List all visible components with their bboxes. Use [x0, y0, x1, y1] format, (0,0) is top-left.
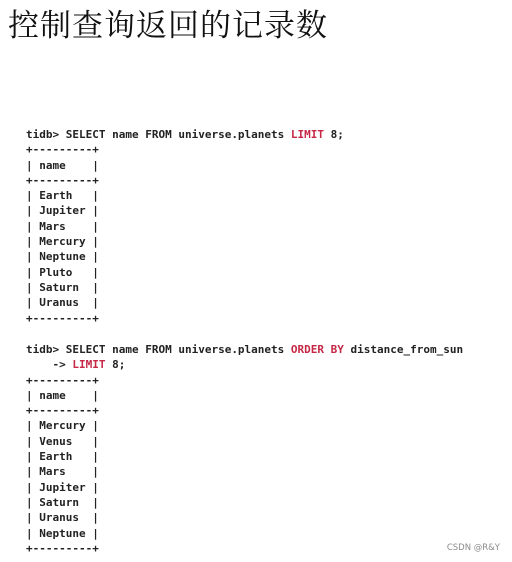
table-row: | Jupiter |	[26, 204, 99, 218]
sql-text: SELECT name FROM universe.planets	[65, 343, 291, 356]
table-row: | Pluto |	[26, 265, 99, 279]
table-border-mid: +---------+	[26, 404, 99, 418]
table-border-top: +---------+	[26, 373, 99, 387]
table-row: | Neptune |	[26, 250, 99, 264]
sql-text: 8;	[324, 128, 344, 141]
table-row: | Saturn |	[26, 280, 99, 294]
table-row: | Earth |	[26, 189, 99, 203]
sql-keyword: LIMIT	[72, 358, 106, 372]
table-border-bottom: +---------+	[26, 311, 99, 325]
table-row: | Mars |	[26, 465, 99, 479]
sql-text: distance_from_sun	[343, 343, 464, 356]
table-row: | Earth |	[26, 450, 99, 464]
table-row: | Venus |	[26, 434, 99, 448]
query-1-command	[26, 127, 344, 142]
table-row: | Uranus |	[26, 511, 99, 525]
table-border-mid: +---------+	[26, 173, 99, 187]
sql-keyword: ORDER BY	[290, 343, 344, 356]
table-border-top: +---------+	[26, 143, 99, 157]
sql-text: 8;	[105, 358, 126, 372]
table-header: | name |	[26, 388, 99, 402]
table-row: | Saturn |	[26, 495, 99, 509]
table-row: | Mercury |	[26, 235, 99, 249]
page-title: 控制查询返回的记录数	[8, 8, 328, 44]
continuation-prompt: ->	[26, 358, 73, 372]
prompt: tidb>	[26, 343, 66, 356]
sql-text: SELECT name FROM universe.planets	[65, 128, 291, 141]
table-border-bottom: +---------+	[26, 541, 99, 555]
query-1-output	[26, 127, 344, 326]
table-row: | Mercury |	[26, 419, 99, 433]
table-row: | Uranus |	[26, 296, 99, 310]
prompt: tidb>	[26, 128, 66, 141]
table-header: | name |	[26, 158, 99, 172]
table-row: | Neptune |	[26, 526, 99, 540]
query-2-command	[26, 342, 463, 357]
watermark: CSDN @R&Y	[446, 543, 500, 553]
table-row: | Jupiter |	[26, 480, 99, 494]
table-row: | Mars |	[26, 219, 99, 233]
query-2-output	[26, 342, 463, 556]
query-2-continuation	[26, 357, 463, 372]
sql-keyword: LIMIT	[290, 128, 325, 141]
